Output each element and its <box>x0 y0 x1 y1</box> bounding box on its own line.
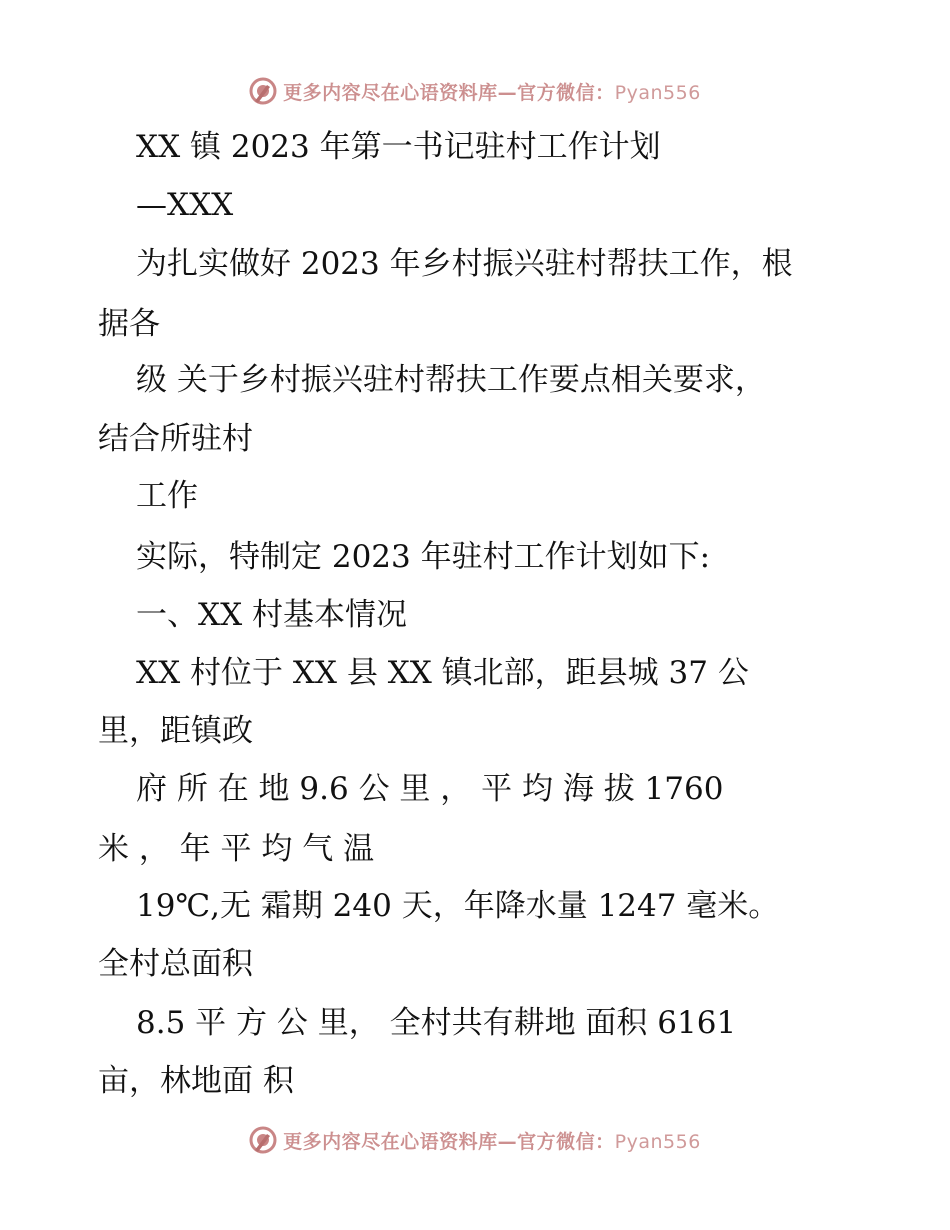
author-line: —XXX <box>136 187 234 223</box>
paragraph-line: 实际，特制定 2023 年驻村工作计划如下: <box>136 539 711 575</box>
watermark-wechat-id: Pyan556 <box>614 1130 701 1153</box>
section-heading: 一、XX 村基本情况 <box>136 597 407 633</box>
paragraph-line: 为扎实做好 2023 年乡村振兴驻村帮扶工作，根 <box>136 246 793 282</box>
pen-circle-logo-icon <box>249 1126 277 1154</box>
paragraph-line: 府 所 在 地 9.6 公 里 ， 平 均 海 拔 1760 <box>136 771 724 807</box>
paragraph-line: 结合所驻村 <box>98 421 253 457</box>
paragraph-line: 亩，林地面 积 <box>98 1063 294 1099</box>
watermark-text: 更多内容尽在心语资料库—官方微信：Pyan556 <box>283 1130 701 1153</box>
paragraph-line: 全村总面积 <box>98 946 253 982</box>
watermark-footer <box>0 1120 950 1160</box>
paragraph-line: 据各 <box>98 306 160 342</box>
paragraph-line: 8.5 平 方 公 里， 全村共有耕地 面积 6161 <box>136 1005 737 1041</box>
watermark-text: 更多内容尽在心语资料库—官方微信：Pyan556 <box>283 81 701 104</box>
paragraph-line: 米 ， 年 平 均 气 温 <box>98 831 375 867</box>
pen-circle-logo-icon <box>249 77 277 105</box>
paragraph-line: 级 关于乡村振兴驻村帮扶工作要点相关要求， <box>136 362 766 398</box>
watermark-header <box>0 71 950 111</box>
document-title: XX 镇 2023 年第一书记驻村工作计划 <box>136 129 661 165</box>
watermark-wechat-id: Pyan556 <box>614 81 701 104</box>
paragraph-line: 里，距镇政 <box>98 713 253 749</box>
paragraph-line: 19℃,无 霜期 240 天，年降水量 1247 毫米。 <box>136 888 780 924</box>
paragraph-line: 工作 <box>136 478 198 514</box>
paragraph-line: XX 村位于 XX 县 XX 镇北部，距县城 37 公 <box>136 655 749 691</box>
